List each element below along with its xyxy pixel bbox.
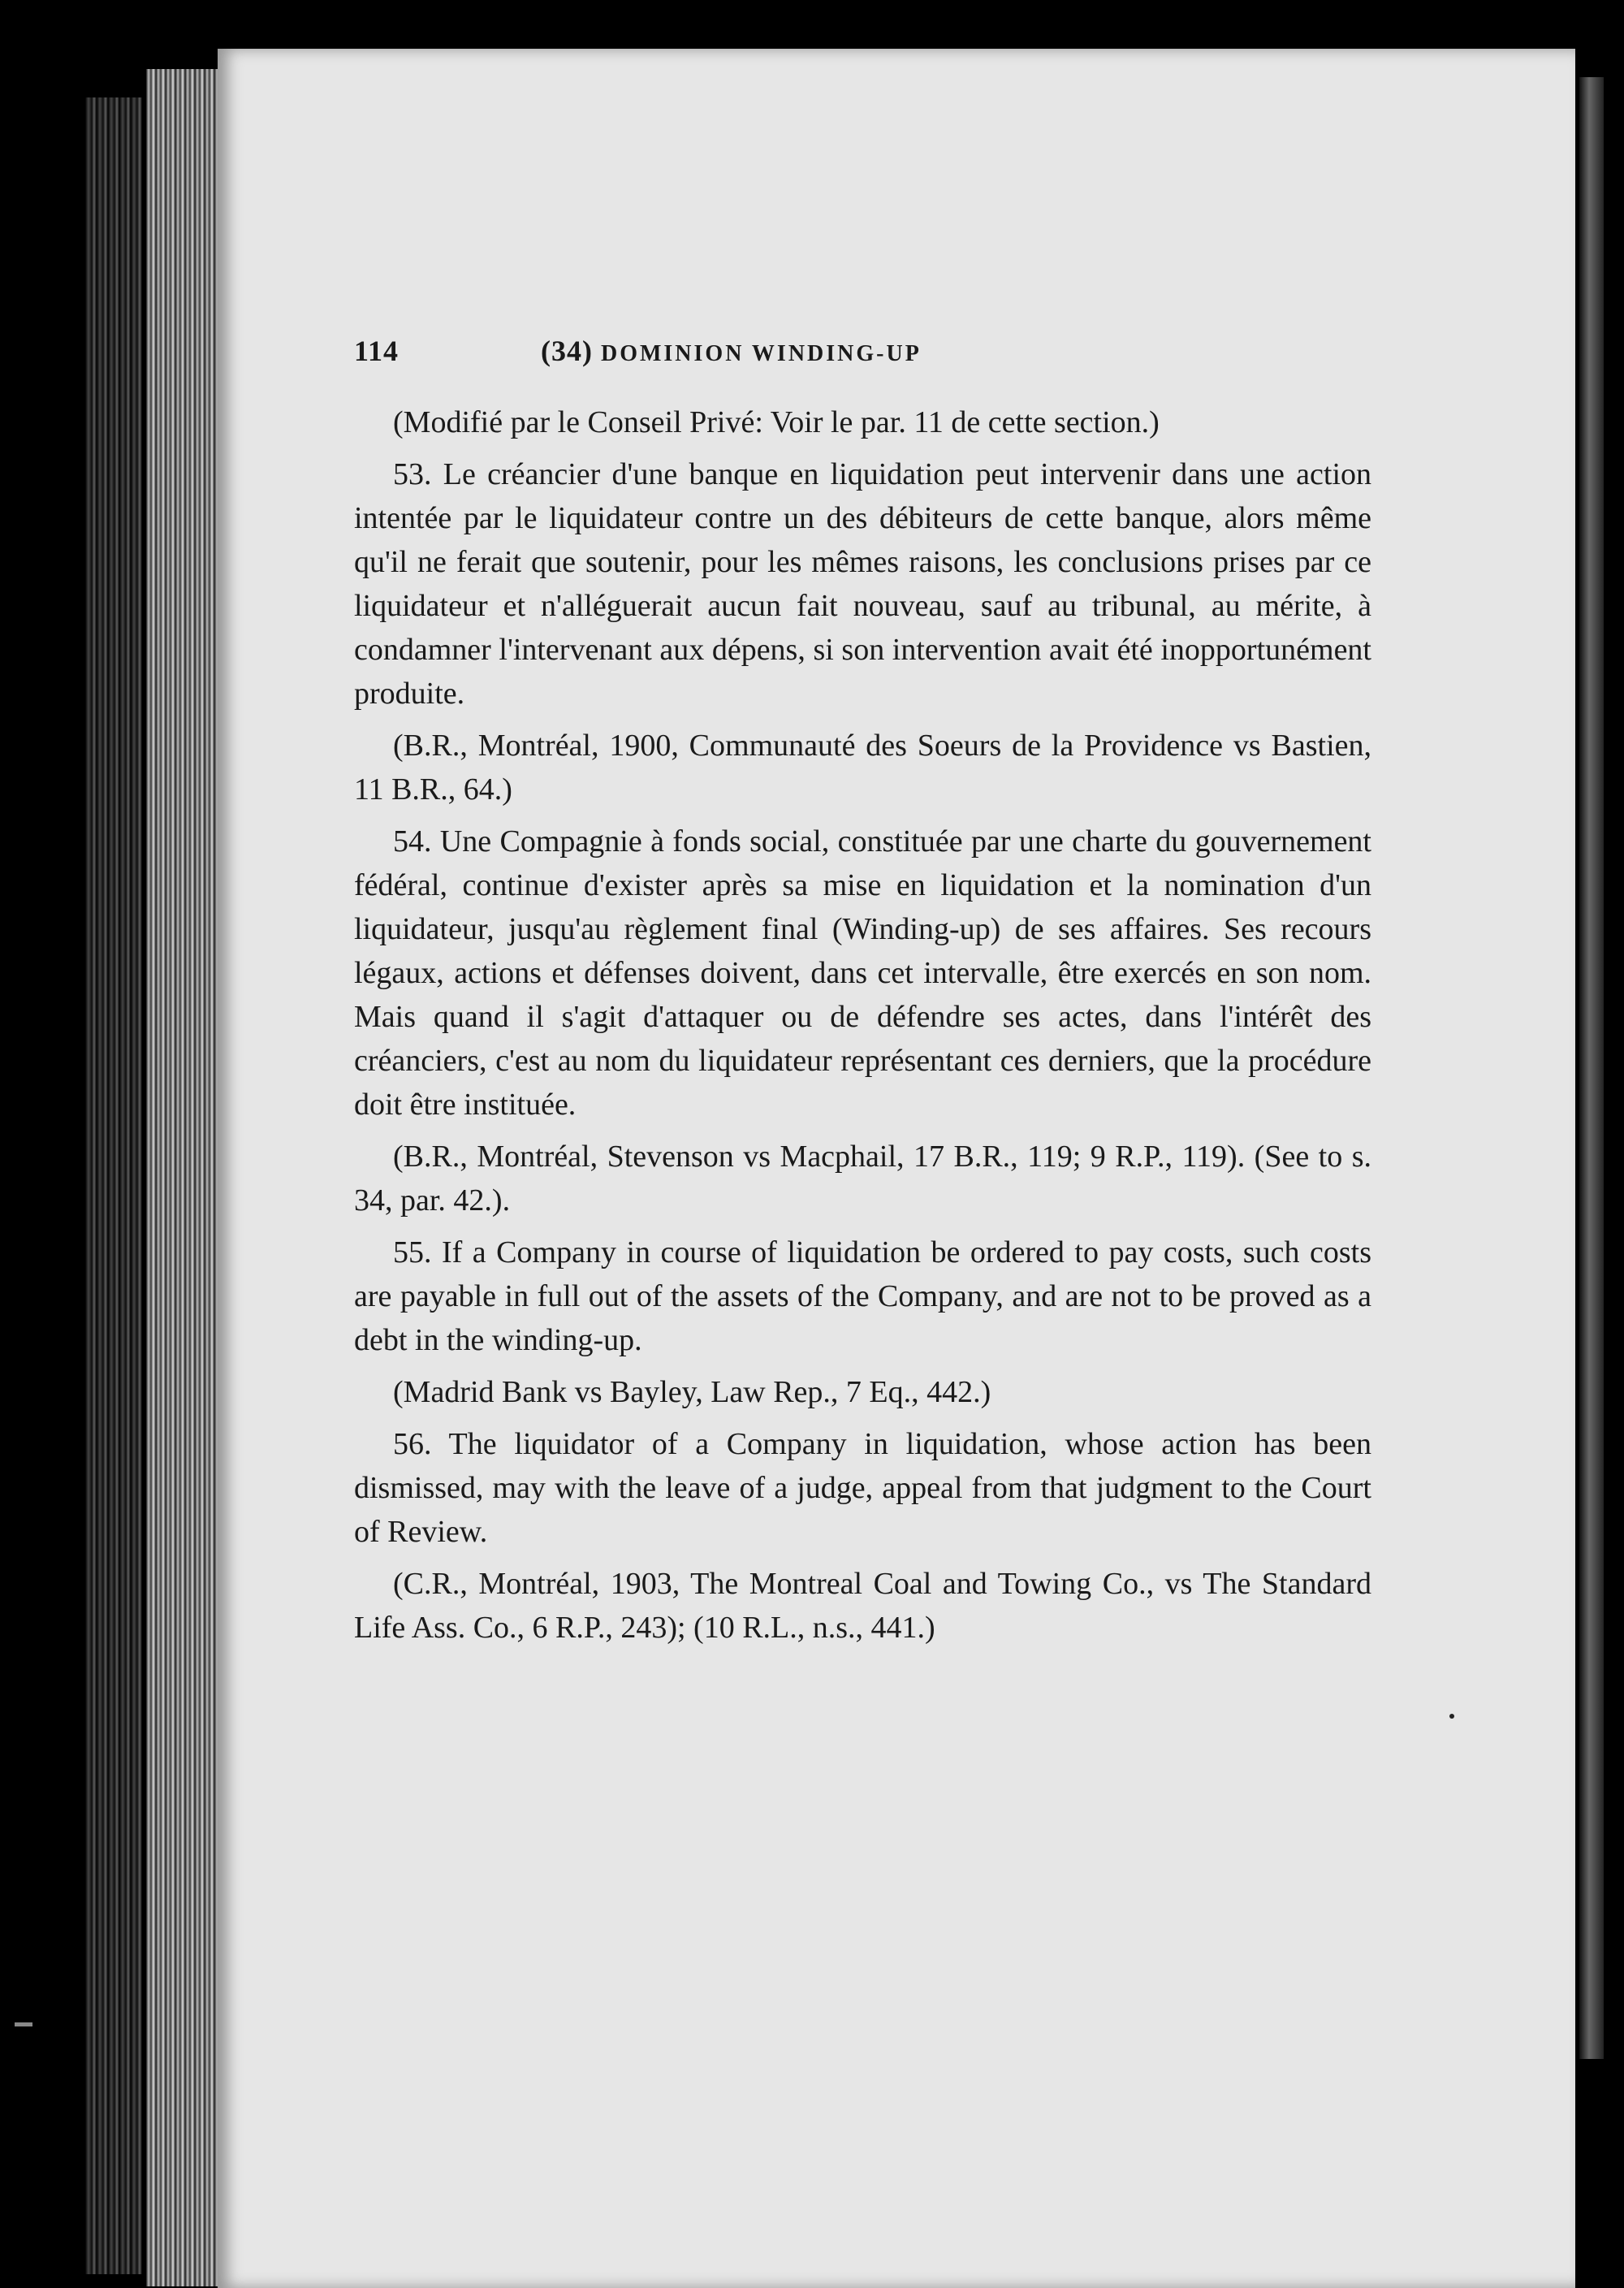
scan-speck [1449,1714,1454,1719]
book-binding-shadow [85,97,142,2274]
book-page-edges-right [1579,77,1604,2059]
page-text [354,329,1371,1658]
scan-speck [15,2022,32,2026]
running-head-title [541,329,922,376]
paragraph-54: 54. Une Compagnie à fonds social, constituée par une charte du gouvernement fédéral, continue d'exister après sa mise en liquidation et la nomination d'un liquidateur, jusqu'au règlement final (Winding-up) de ses affaires. Ses recours légaux, actions et défenses doivent, dans cet intervalle, être exercés en son nom. Mais quand il s'agit d'attaquer ou de défendre ses actes, dans l'intérêt des créanciers, c'est au nom du liquidateur représentant ces derniers, que la procédure doit être instituée. [354,824,1371,1122]
running-head [354,329,1371,378]
paragraph-56: 56. The liquidator of a Company in liquidation, whose action has been dismissed, may with the leave of a judge, appeal from that judgment to the Court of Review. [354,1427,1371,1549]
citation-56: (C.R., Montréal, 1903, The Montreal Coal and Towing Co., vs The Standard Life Ass. Co., 6 R.P., 243); (10 R.L., n.s., 441.) [354,1567,1371,1645]
paragraph-53: 53. Le créancier d'une banque en liquidation peut intervenir dans une action intentée par le liquidateur contre un des débiteurs de cette banque, alors même qu'il ne ferait que soutenir, pour les mêmes raisons, les conclusions prises par ce liquidateur et n'alléguerait aucun fait nouveau, sauf au tribunal, au mérite, à condamner l'intervenant aux dépens, si son intervention avait été inopportunément produite. [354,457,1371,711]
paragraph-55: 55. If a Company in course of liquidation be ordered to pay costs, such costs are payable in full out of the assets of the Company, and are not to be proved as a debt in the winding-up. [354,1235,1371,1357]
citation-54: (B.R., Montréal, Stevenson vs Macphail, 17 B.R., 119; 9 R.P., 119). (See to s. 34, par. 42.). [354,1140,1371,1218]
citation-53: (B.R., Montréal, 1900, Communauté des Soeurs de la Providence vs Bastien, 11 B.R., 64.) [354,729,1371,807]
citation-55: (Madrid Bank vs Bayley, Law Rep., 7 Eq., 442.) [393,1375,991,1409]
book-title: DOMINION WINDING-UP [600,341,922,366]
page-number: 114 [354,335,400,367]
paragraph-modifie-note: (Modifié par le Conseil Privé: Voir le par. 11 de cette section.) [393,405,1160,439]
book-page-edges-left [146,69,218,2286]
section-number: (34) [541,335,593,367]
